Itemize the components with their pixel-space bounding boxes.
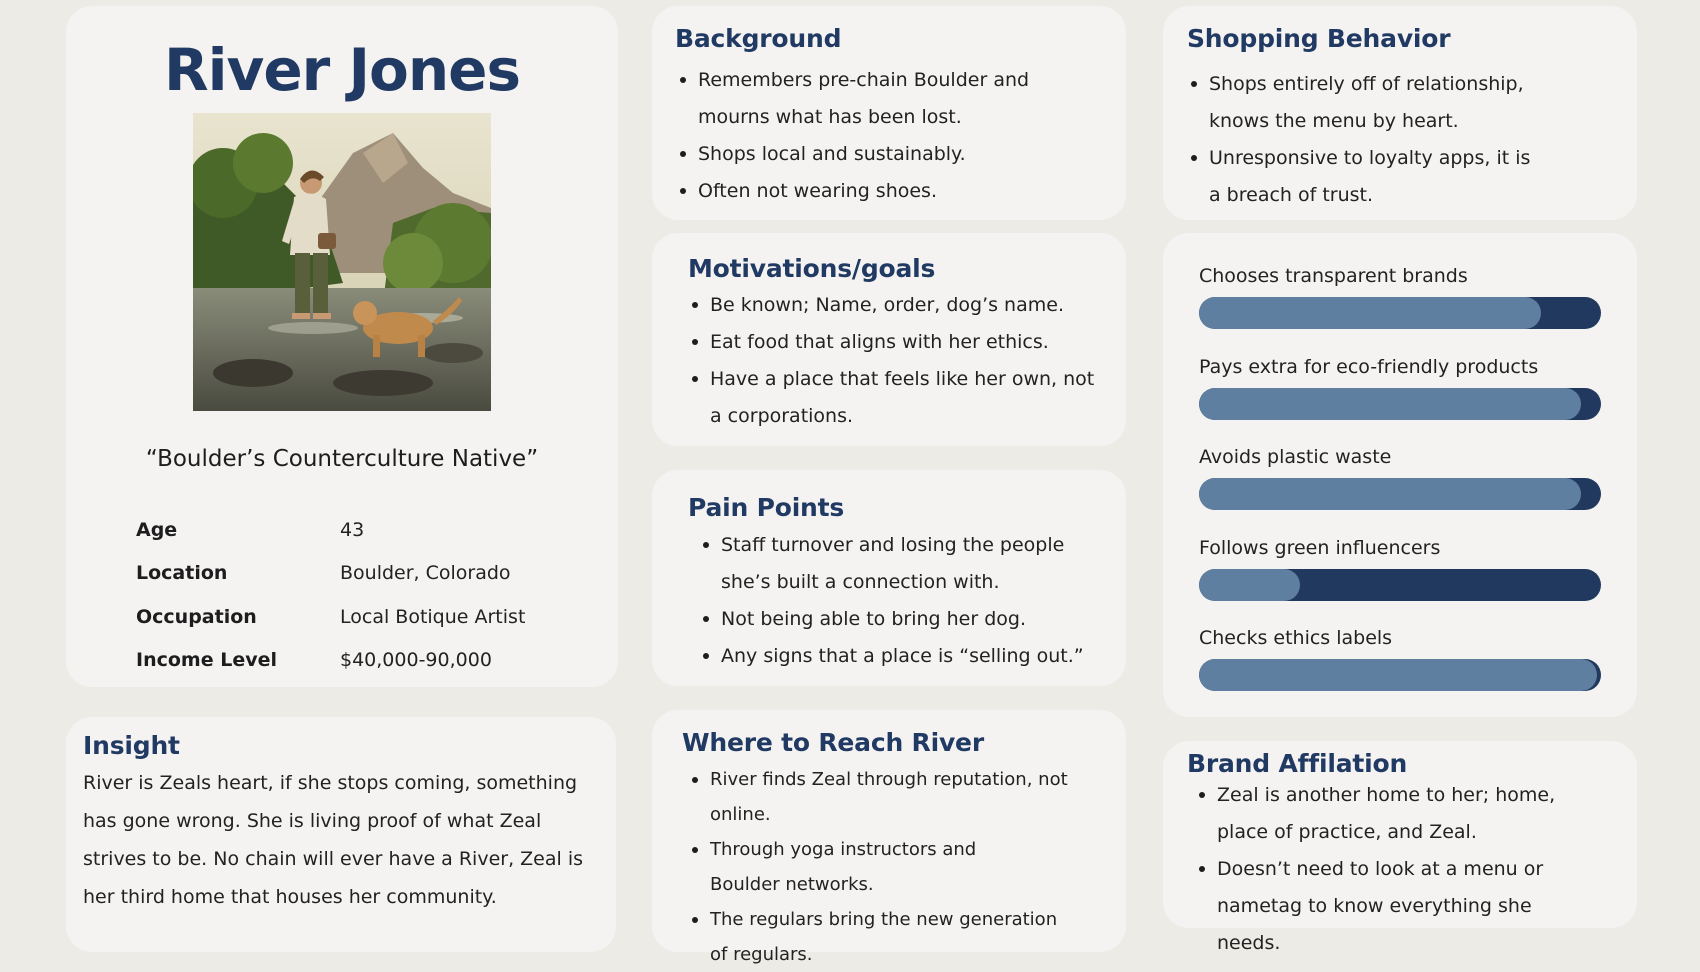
trait-bar (1199, 659, 1601, 691)
occupation-value: Local Botique Artist (340, 606, 526, 628)
income-label: Income Level (136, 649, 277, 671)
age-label: Age (136, 519, 178, 541)
trait-label: Follows green influencers (1199, 536, 1441, 559)
list-item: Remembers pre-chain Boulder and mourns what has been lost. (676, 62, 1096, 136)
trait-bar (1199, 569, 1601, 601)
trait-label: Checks ethics labels (1199, 627, 1393, 649)
trait-bar (1199, 297, 1601, 329)
persona-tagline: “Boulder’s Counterculture Native” (145, 446, 539, 472)
reach-list (688, 762, 1103, 972)
list-item: Zeal is another home to her; home, place of practice, and Zeal. (1195, 777, 1605, 851)
occupation-label: Occupation (136, 606, 257, 628)
pain-points-card (652, 470, 1126, 686)
background-list (676, 62, 1096, 210)
trait-label: Chooses transparent brands (1199, 265, 1468, 287)
brand-title: Brand Affilation (1187, 749, 1408, 778)
list-item: Have a place that feels like her own, not a corporations. (688, 361, 1098, 435)
brand-list (1195, 777, 1605, 962)
trait-label: Pays extra for eco-friendly products (1199, 355, 1539, 378)
list-item: Through yoga instructors and Boulder networks. (688, 832, 1028, 902)
reach-card (652, 710, 1126, 965)
trait-bar-fill (1199, 659, 1597, 691)
insight-text: River is Zeals heart, if she stops coming, something has gone wrong. She is living proof of what Zeal strives to be. No chain will ever have a River, Zeal is her third home that houses her community. (83, 772, 584, 908)
background-title: Background (675, 24, 842, 53)
list-item: Often not wearing shoes. (676, 173, 1096, 210)
trait-bar-fill (1199, 478, 1581, 510)
trait-bar (1199, 388, 1601, 420)
pain-points-title: Pain Points (688, 493, 845, 522)
reach-title: Where to Reach River (682, 728, 984, 757)
trait-bar (1199, 478, 1601, 510)
list-item: Shops local and sustainably. (676, 136, 1096, 173)
age-value: 43 (340, 519, 365, 541)
motivations-card (652, 233, 1126, 446)
list-item: Staff turnover and losing the people she’s built a connection with. (699, 527, 1114, 601)
trait-bar-fill (1199, 297, 1541, 329)
trait-bar-fill (1199, 569, 1300, 601)
shopping-title: Shopping Behavior (1187, 24, 1451, 53)
list-item: Doesn’t need to look at a menu or nametag to know everything she needs. (1195, 851, 1575, 962)
persona-photo (193, 113, 491, 411)
list-item: Eat food that aligns with her ethics. (688, 324, 1098, 361)
traits-card (1163, 233, 1637, 717)
list-item: Not being able to bring her dog. (699, 601, 1114, 638)
background-card (652, 6, 1126, 220)
location-label: Location (136, 562, 228, 584)
list-item: Any signs that a place is “selling out.” (699, 638, 1114, 675)
list-item: River finds Zeal through reputation, not online. (688, 762, 1103, 832)
location-value: Boulder, Colorado (340, 562, 511, 584)
persona-name: River Jones (163, 36, 521, 104)
shopping-card (1163, 6, 1637, 220)
insight-title: Insight (83, 731, 180, 760)
list-item: Unresponsive to loyalty apps, it is a breach of trust. (1187, 140, 1537, 214)
shopping-list (1187, 66, 1577, 214)
motivations-title: Motivations/goals (688, 254, 936, 283)
trait-bar-fill (1199, 388, 1581, 420)
list-item: Be known; Name, order, dog’s name. (688, 287, 1098, 324)
income-value: $40,000-90,000 (340, 649, 492, 671)
brand-card (1163, 741, 1637, 954)
insight-card (66, 717, 616, 952)
list-item: The regulars bring the new generation of regulars. (688, 902, 1068, 972)
pain-points-list (699, 527, 1114, 675)
list-item: Shops entirely off of relationship, knows the menu by heart. (1187, 66, 1577, 140)
profile-card (66, 6, 618, 687)
motivations-list (688, 287, 1098, 435)
trait-label: Avoids plastic waste (1199, 446, 1392, 468)
